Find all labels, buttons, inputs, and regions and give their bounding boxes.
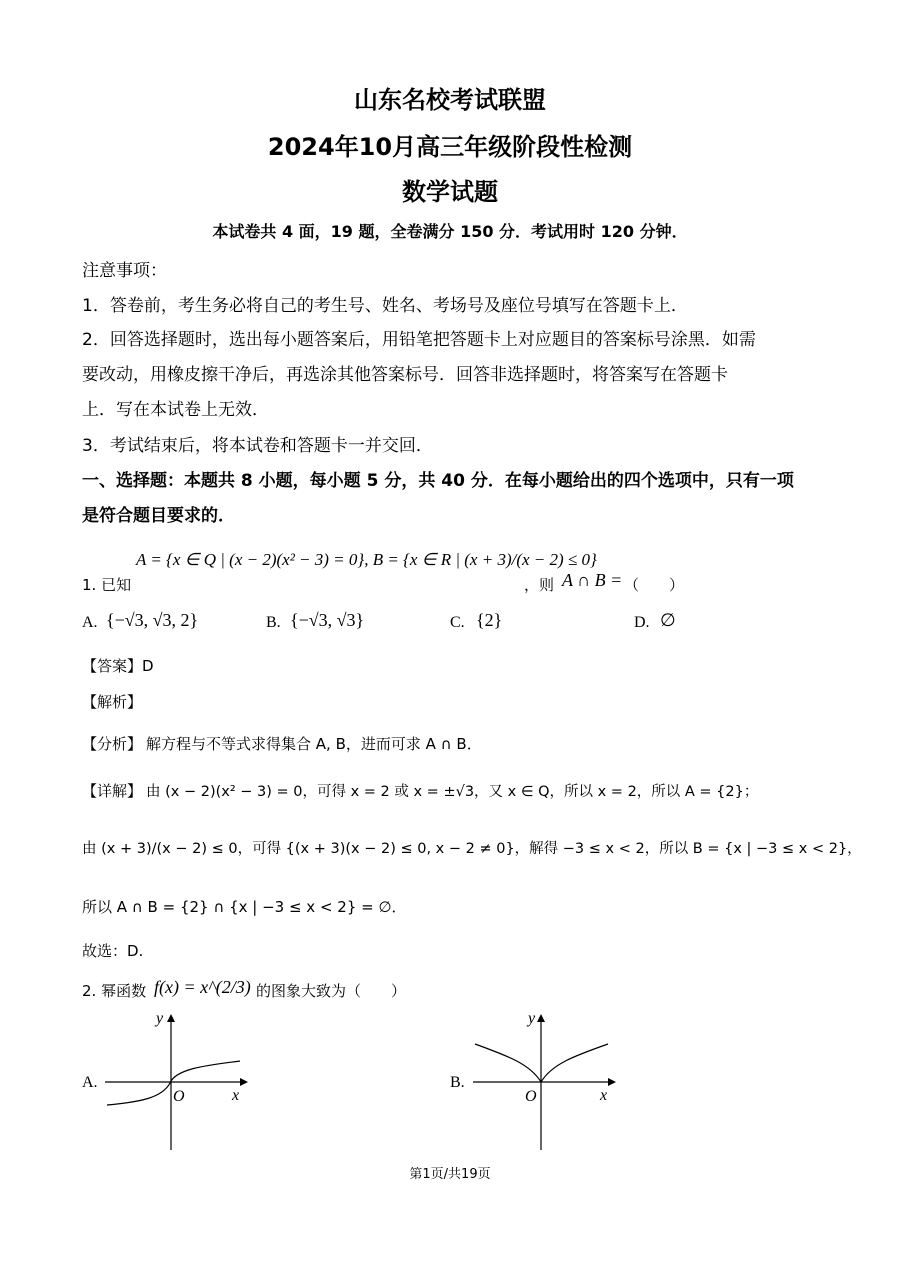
- q1-detail-label: 【详解】: [82, 782, 143, 800]
- q1-detail-text: 由 (x − 2)(x² − 3) = 0，可得 x = 2 或 x = ±√3，又 x ∈ Q，所以 x = 2，所以 A = {2}；: [146, 784, 759, 800]
- notice-item-2-line-3: 上．写在本试卷上无效．: [82, 400, 269, 420]
- q1-conclusion: 故选：D.: [82, 942, 144, 960]
- q2-function: f(x) = x^(2/3): [154, 977, 251, 997]
- notice-item-3: 3．考试结束后，将本试卷和答题卡一并交回．: [82, 436, 433, 456]
- q1-ask: A ∩ B =: [562, 570, 623, 590]
- notice-heading: 注意事项：: [82, 261, 167, 281]
- exam-info: 本试卷共 4 面，19 题，全卷满分 150 分．考试用时 120 分钟．: [212, 222, 688, 241]
- subject-title: 数学试题: [402, 178, 498, 206]
- page-footer: 第1页/共19页: [409, 1167, 491, 1182]
- exam-union-title: 山东名校考试联盟: [354, 86, 546, 114]
- x-axis-arrow-icon: [608, 1078, 616, 1086]
- section-heading-line-2: 是符合题目要求的．: [82, 506, 235, 526]
- q1-answer: 【答案】D: [82, 657, 154, 675]
- q2-stem-prefix: 2. 幂函数: [82, 982, 147, 1000]
- y-axis-arrow-icon: [167, 1014, 175, 1022]
- x-axis-label: x: [600, 1087, 608, 1104]
- x-axis-arrow-icon: [240, 1078, 248, 1086]
- q1-analysis: 【解析】: [82, 693, 143, 711]
- origin-label: O: [173, 1088, 185, 1105]
- y-axis-label: y: [156, 1010, 164, 1027]
- y-axis-label: y: [528, 1010, 536, 1027]
- notice-item-2-line-1: 2．回答选择题时，选出每小题答案后，用铅笔把答题卡上对应题目的答案标号涂黑．如需: [82, 330, 756, 350]
- q1-option-b-label: B.: [266, 614, 281, 631]
- y-axis-arrow-icon: [537, 1014, 545, 1022]
- notice-item-1: 1．答卷前，考生务必将自己的考生号、姓名、考场号及座位号填写在答题卡上．: [82, 296, 688, 316]
- notice-item-2-line-2: 要改动，用橡皮擦干净后，再选涂其他答案标号．回答非选择题时，将答案写在答题卡: [82, 365, 728, 385]
- section-heading-line-1: 一、选择题：本题共 8 小题，每小题 5 分，共 40 分．在每小题给出的四个选项中，只有一项: [82, 471, 794, 491]
- q1-fenxi-text: 解方程与不等式求得集合 A, B，进而可求 A ∩ B．: [146, 735, 482, 753]
- x-axis-label: x: [232, 1087, 240, 1104]
- q2-stem-suffix: 的图象大致为（ ）: [256, 982, 407, 1000]
- q1-option-d-label: D.: [634, 614, 650, 631]
- q1-fenxi-label: 【分析】: [82, 735, 143, 753]
- q1-number: 1. 已知: [82, 576, 132, 594]
- exam-name-title: 2024年10月高三年级阶段性检测: [267, 133, 633, 161]
- q1-option-b: {−√3, √3}: [290, 610, 365, 630]
- q1-option-d: ∅: [660, 610, 676, 630]
- q1-detail-line-2: 由 (x + 3)/(x − 2) ≤ 0，可得 {(x + 3)(x − 2) ≤ 0, x − 2 ≠ 0}，解得 −3 ≤ x < 2，所以 B = {x | −3 ≤ x < 2}，: [82, 841, 862, 857]
- q1-paren: （ ）: [624, 576, 685, 594]
- q1-option-a: {−√3, √3, 2}: [106, 610, 199, 630]
- q2-graph-b-label: B.: [450, 1074, 465, 1091]
- q1-option-a-label: A.: [82, 614, 98, 631]
- q1-then: ，则: [524, 576, 555, 594]
- q1-detail-line-3: 所以 A ∩ B = {2} ∩ {x | −3 ≤ x < 2} = ∅．: [82, 898, 407, 916]
- q2-graph-a: [100, 1010, 260, 1155]
- q1-option-c: {2}: [476, 610, 503, 630]
- q1-sets-definition: A = {x ∈ Q | (x − 2)(x² − 3) = 0}, B = {x ∈ R | (x + 3)/(x − 2) ≤ 0}: [136, 550, 597, 569]
- q1-option-c-label: C.: [450, 614, 465, 631]
- origin-label: O: [525, 1088, 537, 1105]
- q2-graph-a-label: A.: [82, 1074, 98, 1091]
- q2-graph-b: [468, 1010, 628, 1155]
